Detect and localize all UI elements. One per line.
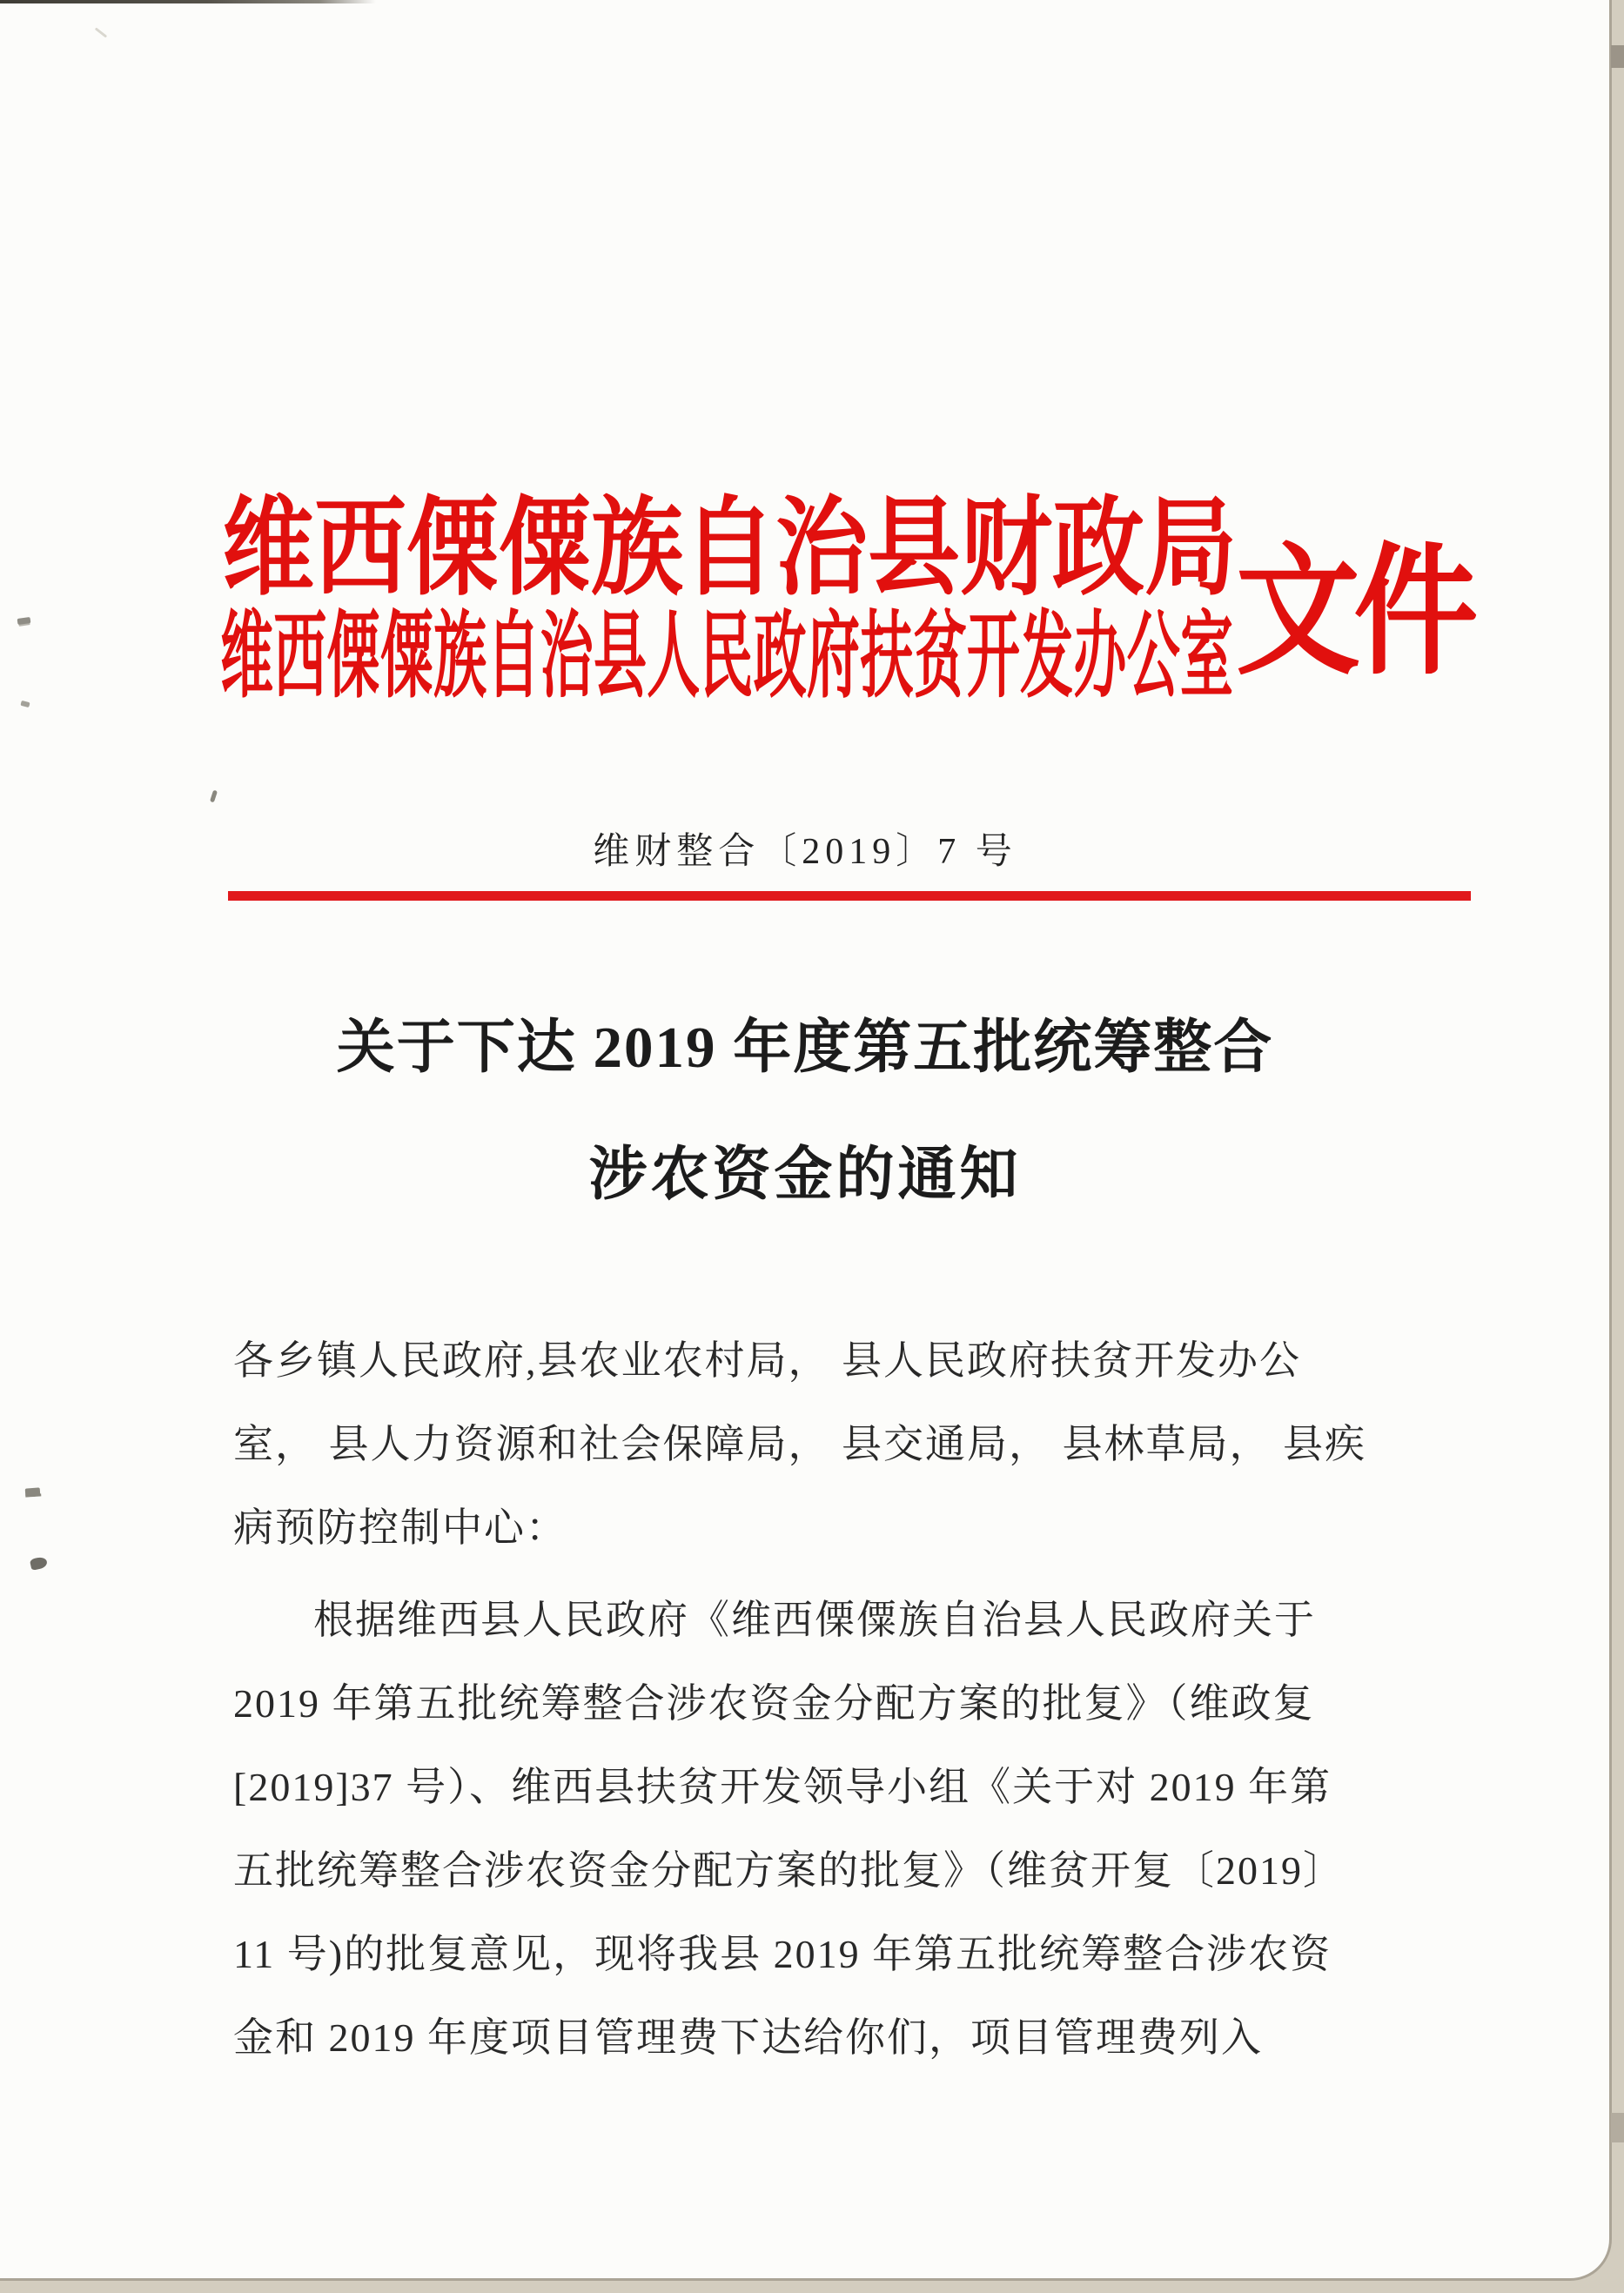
body-line: 五批统筹整合涉农资金分配方案的批复》（维贫开复〔2019〕	[233, 1848, 1345, 1893]
body-line: 11 号)的批复意见，现将我县 2019 年第五批统筹整合涉农资	[233, 1932, 1332, 1976]
body-line: 根据维西县人民政府《维西傈僳族自治县人民政府关于	[313, 1598, 1316, 1642]
body-line: 室， 县人力资源和社会保障局， 县交通局， 县林草局， 县疾	[233, 1422, 1366, 1466]
body-line: [2019]37 号）、维西县扶贫开发领导小组《关于对 2019 年第	[233, 1765, 1332, 1809]
body-line: 金和 2019 年度项目管理费下达给你们，项目管理费列入	[233, 2015, 1263, 2060]
doc-number: 维财整合〔2019〕7 号	[593, 832, 1017, 872]
red-separator-rule	[228, 891, 1471, 901]
body-line: 病预防控制中心：	[233, 1505, 567, 1550]
scan-edge-patch	[1611, 45, 1624, 68]
doc-body	[233, 1319, 1417, 2080]
scan-top-edge-line	[0, 0, 376, 3]
letterhead-doc-type: 文件	[1236, 534, 1472, 692]
scan-speck	[25, 1487, 41, 1496]
body-line: 2019 年第五批统筹整合涉农资金分配方案的批复》（维政复	[233, 1681, 1315, 1726]
doc-title-line-1: 关于下达 2019 年度第五批统筹整合	[336, 1016, 1274, 1080]
letterhead-org-line-1: 维西傈僳族自治县财政局	[222, 489, 1237, 608]
body-line: 各乡镇人民政府,县农业农村局， 县人民政府扶贫开发办公	[233, 1338, 1301, 1383]
scan-edge-patch	[1611, 2113, 1624, 2142]
doc-title-line-2: 涉农资金的通知	[588, 1143, 1022, 1207]
letterhead-org-line-2: 维西傈僳族自治县人民政府扶贫开发办公室	[220, 606, 1233, 710]
